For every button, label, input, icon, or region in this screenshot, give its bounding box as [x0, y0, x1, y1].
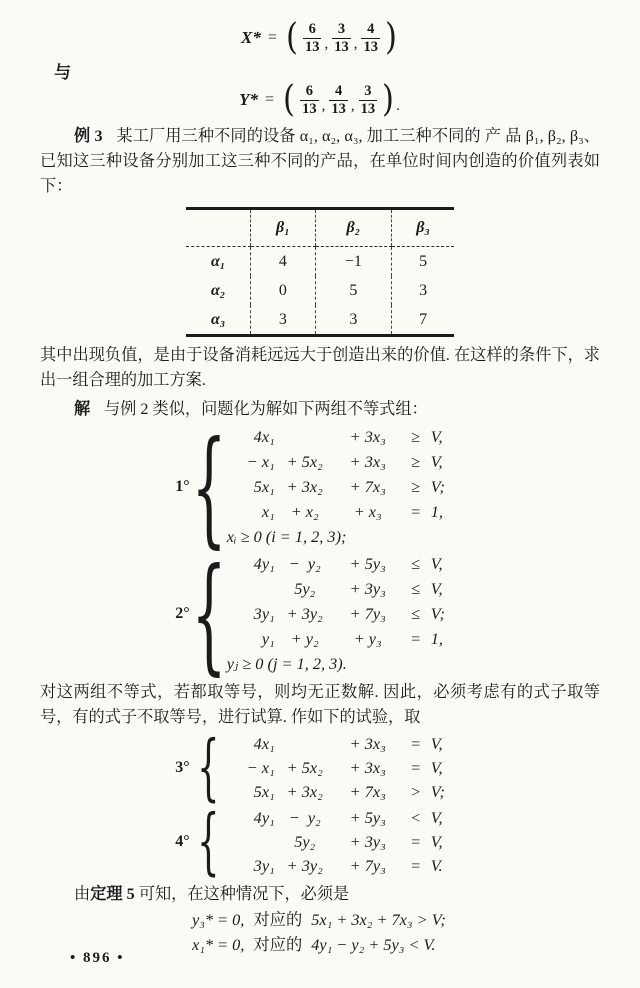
condition-line-1	[40, 907, 600, 932]
equation-term: − x₁	[246, 452, 275, 471]
left-brace	[197, 726, 220, 810]
equation-lines	[225, 732, 465, 804]
equation-term: + 3y₂	[286, 856, 323, 875]
equation-term: V.	[430, 856, 443, 875]
table-cell: −1	[315, 247, 392, 277]
example-paragraph	[40, 124, 600, 199]
equals-sign: =	[267, 29, 277, 46]
equation-term: + 5x₂	[286, 758, 323, 777]
equation-term: =	[411, 832, 421, 851]
equation-term: + 7x₃	[349, 782, 386, 801]
equation-term: y₁	[261, 629, 275, 648]
condition-2-tail: 4y₁ − y₂ + 5y₃ < V.	[311, 935, 436, 954]
theorem-prefix: 由	[74, 885, 91, 903]
equation-line	[225, 474, 465, 499]
equation-line	[225, 806, 465, 830]
close-paren: )	[384, 16, 397, 58]
example-label: 例 3	[74, 127, 103, 145]
equation-term: + 7x₃	[349, 477, 386, 496]
equation-term: <	[411, 808, 421, 827]
table-corner-cell	[186, 209, 251, 247]
fraction-numerator: 4	[367, 21, 375, 38]
equation-term	[275, 732, 335, 756]
equation-term: 4x₁	[253, 427, 275, 446]
theorem-reference: 定理 5	[90, 885, 135, 903]
equation-term: V;	[430, 782, 445, 801]
equation-term	[225, 576, 275, 601]
equation-term: + 7y₃	[349, 856, 386, 875]
table-header-row	[186, 209, 454, 247]
equation-term: 4y₁	[253, 808, 275, 827]
equation-term: 4x₁	[253, 734, 275, 753]
equation-term: =	[411, 758, 421, 777]
table-cell: 3	[251, 305, 315, 336]
equation-term: ≥	[411, 427, 421, 446]
equation-line	[225, 499, 465, 524]
fraction	[329, 83, 348, 116]
table-cell: 3	[315, 305, 392, 336]
group-label: 2°	[175, 604, 190, 622]
solution-paragraph	[40, 397, 600, 422]
equation-lines	[225, 551, 465, 676]
equation-term: + 3x₃	[349, 452, 386, 471]
table-cell: 3	[392, 276, 454, 305]
equation-term: + 3y₂	[286, 604, 323, 623]
table-row	[186, 276, 454, 305]
equation-term: + x₂	[290, 502, 319, 521]
table-row	[186, 305, 454, 336]
left-brace-glyph: {	[197, 726, 220, 810]
left-brace	[191, 413, 227, 560]
table-row-header: α₂	[210, 281, 226, 299]
fraction-numerator: 6	[305, 83, 313, 100]
fraction-denominator: 13	[363, 38, 378, 55]
equation-term: =	[411, 629, 421, 648]
equation-term: =	[411, 734, 421, 753]
fraction-numerator: 6	[308, 21, 316, 38]
equation-group-4	[40, 800, 600, 884]
fraction-denominator: 13	[304, 38, 320, 55]
equation-term: 5x₁	[253, 782, 275, 801]
inequality-group-1	[40, 413, 600, 560]
equation-term: − y₂	[288, 808, 321, 827]
condition-1-tail: 5x₁ + 3x₂ + 7x₃ > V;	[311, 910, 446, 929]
fraction	[359, 83, 378, 116]
equation-term: V,	[430, 832, 443, 851]
equation-term: + 3y₃	[349, 579, 386, 598]
fraction-denominator: 13	[302, 100, 317, 117]
trial-paragraph: 对这两组不等式，若都取等号，则均无正数解. 因此，必须考虑有的式子取等号，有的式子不取等号，进行试算. 作如下的试验，取	[40, 683, 600, 726]
group-label: 3°	[175, 759, 190, 776]
group-label: 4°	[175, 833, 190, 850]
equation-term: =	[411, 856, 421, 875]
equation-term: 1,	[430, 629, 443, 648]
equation-term: 4y₁	[253, 554, 275, 573]
solution-label: 解	[74, 400, 91, 418]
negative-value-paragraph: 其中出现负值，是由于设备消耗远远大于创造出来的价值. 在这样的条件下，求出一组合理的加工方案.	[40, 346, 600, 389]
equation-line	[225, 732, 465, 756]
equation-term: 3y₁	[253, 604, 275, 623]
formula-period: .	[396, 98, 400, 114]
theorem-rest: 可知，在这种情况下，必须是	[134, 885, 350, 903]
table-header-cell: β₃	[392, 209, 454, 247]
equation-line	[225, 551, 465, 576]
formula-variable: X*	[241, 28, 261, 47]
equation-term: V,	[430, 427, 443, 446]
condition-2-mid: 对应的	[253, 935, 303, 954]
equation-term: V,	[430, 808, 443, 827]
table-header-cell: β₂	[315, 209, 392, 247]
equation-line	[225, 756, 465, 780]
fraction-comma: ,	[321, 98, 326, 114]
fraction-numerator: 3	[337, 21, 346, 38]
open-paren: (	[285, 16, 298, 58]
equation-line	[225, 830, 465, 854]
table-row-header: α₃	[210, 310, 226, 328]
solution-text: 与例 2 类似，问题化为解如下两组不等式组：	[103, 400, 428, 418]
equation-line	[225, 576, 465, 601]
table-cell: 7	[392, 305, 454, 336]
table-row-header: α₁	[210, 252, 226, 270]
equation-line	[225, 424, 465, 449]
fraction	[332, 21, 351, 54]
table-head	[186, 209, 454, 247]
table-cell: 5	[392, 247, 454, 277]
equation-term: V,	[430, 579, 443, 598]
equation-term: x₁	[261, 502, 275, 521]
condition-2-head: x₁* = 0,	[192, 935, 245, 954]
equation-term	[225, 830, 275, 854]
equals-sign: =	[265, 91, 275, 108]
left-brace	[197, 800, 220, 884]
fraction-numerator: 3	[364, 83, 372, 100]
fraction-denominator: 13	[360, 100, 376, 117]
equation-term: + 3y₃	[349, 832, 386, 851]
example-text: 某工厂用三种不同的设备 α₁, α₂, α₃, 加工三种不同的 产 品 β₁, β₂, β₃、 已知这三种设备分别加工这三种不同的产品，在单位时间内创造的价值列表如下：	[40, 127, 600, 195]
table-cell: 4	[251, 247, 315, 277]
fraction-numerator: 4	[334, 83, 343, 100]
equation-line	[225, 449, 465, 474]
equation-term: 1,	[430, 502, 443, 521]
close-paren: )	[382, 78, 395, 120]
equation-line	[225, 601, 465, 626]
left-brace-glyph: {	[191, 540, 227, 687]
equation-lines	[225, 806, 465, 878]
equation-term: ≤	[411, 604, 421, 623]
fraction-comma: ,	[350, 98, 355, 114]
equation-term: V,	[430, 734, 443, 753]
formula-x-star	[40, 18, 600, 58]
condition-1-head: y₃* = 0,	[192, 910, 245, 929]
equation-term: + y₃	[353, 629, 382, 648]
equation-term: + 3x₃	[349, 734, 386, 753]
equation-term: + x₃	[353, 502, 382, 521]
group-label: 1°	[175, 477, 190, 495]
equation-term: + 3x₂	[286, 477, 323, 496]
equation-term: ≥	[411, 452, 421, 471]
equation-line	[225, 626, 465, 651]
equation-term: V,	[430, 452, 443, 471]
equation-term: + 7y₃	[349, 604, 386, 623]
equation-term: V,	[430, 554, 443, 573]
fraction-comma: ,	[324, 36, 329, 52]
equation-term	[275, 424, 335, 449]
value-table	[186, 207, 454, 337]
equation-line: xᵢ ≥ 0 (i = 1, 2, 3);	[226, 527, 347, 546]
fraction	[303, 21, 322, 54]
equation-term: V;	[430, 604, 445, 623]
table-header-cell: β₁	[251, 209, 315, 247]
equation-line: yⱼ ≥ 0 (j = 1, 2, 3).	[226, 654, 347, 673]
theorem-paragraph	[40, 882, 600, 907]
equation-term: + 3x₂	[286, 782, 323, 801]
equation-term: ≥	[411, 477, 421, 496]
inequality-group-2	[40, 540, 600, 687]
left-brace-glyph: {	[191, 413, 227, 560]
open-paren: (	[283, 78, 296, 120]
equation-term: + 5y₃	[349, 808, 386, 827]
equation-term: V;	[430, 477, 445, 496]
formula-variable: Y*	[239, 90, 258, 109]
formula-y-star	[40, 80, 600, 120]
equation-term: + 5x₂	[286, 452, 323, 471]
equation-term: ≤	[411, 579, 421, 598]
table-cell: 0	[251, 276, 315, 305]
fraction-denominator: 13	[331, 100, 346, 117]
condition-1-mid: 对应的	[253, 910, 303, 929]
equation-term: 5y₂	[294, 832, 316, 851]
fraction	[361, 21, 380, 54]
equation-term: 5x₁	[253, 477, 275, 496]
equation-term: + y₂	[290, 629, 319, 648]
equation-line	[225, 780, 465, 804]
equation-term: + 3x₃	[349, 427, 386, 446]
equation-term: >	[411, 782, 421, 801]
equation-lines	[225, 424, 465, 549]
equation-term: ≤	[411, 554, 421, 573]
fraction-comma: ,	[353, 36, 358, 52]
equation-group-3	[40, 726, 600, 810]
equation-term: V,	[430, 758, 443, 777]
equation-term: 3y₁	[253, 856, 275, 875]
equation-term: + 5y₃	[349, 554, 386, 573]
left-brace	[191, 540, 227, 687]
equation-line	[225, 854, 465, 878]
left-brace-glyph: {	[197, 800, 220, 884]
fraction-denominator: 13	[334, 38, 349, 55]
table-body	[186, 247, 454, 336]
table-cell: 5	[315, 276, 392, 305]
table-row	[186, 247, 454, 277]
equation-term: 5y₂	[294, 579, 316, 598]
conjunction-text: 与	[54, 63, 71, 82]
equation-term: + 3x₃	[349, 758, 386, 777]
equation-term: =	[411, 502, 421, 521]
equation-term: − x₁	[246, 758, 275, 777]
page-number: • 896 •	[70, 950, 125, 966]
fraction	[300, 83, 319, 116]
equation-term: − y₂	[288, 554, 321, 573]
